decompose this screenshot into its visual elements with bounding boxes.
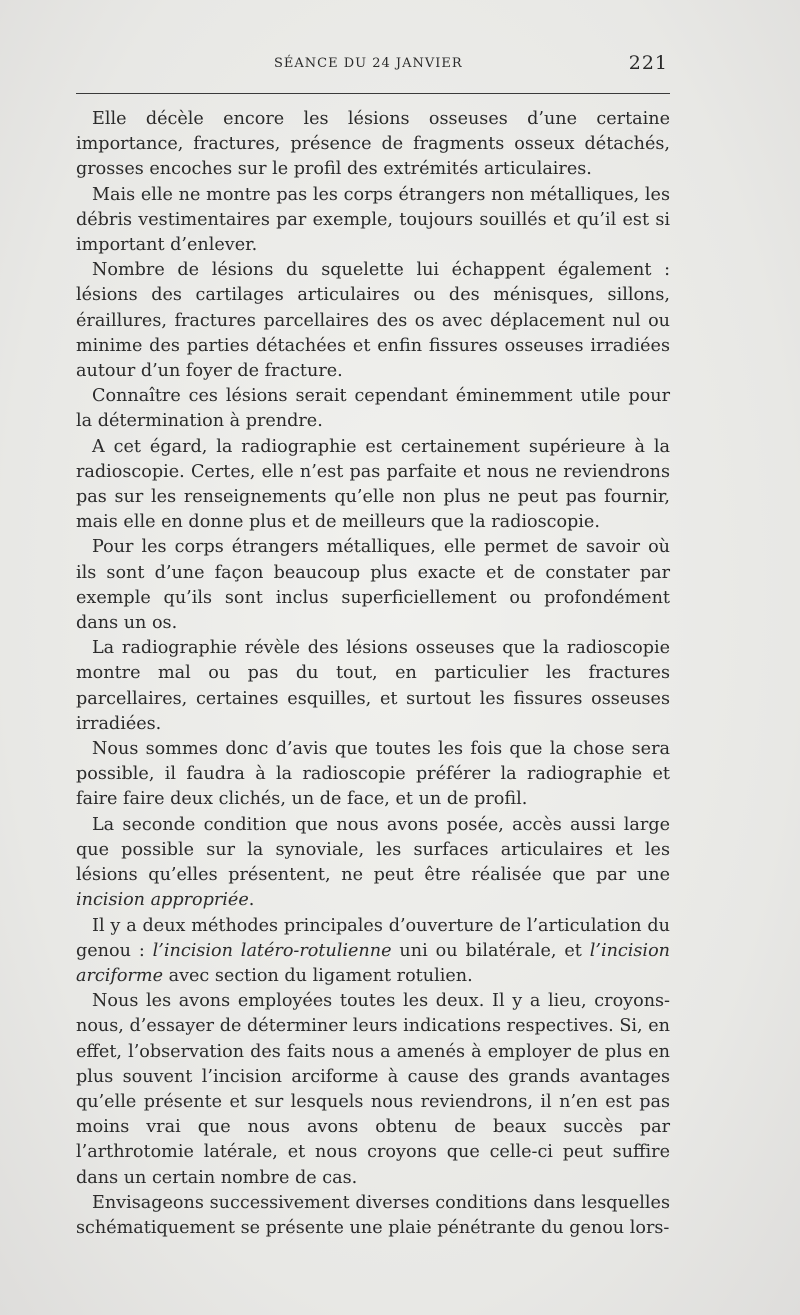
paragraph-text: Nous sommes donc d’avis que toutes les fois que la chose sera possible, il faudra à la radioscopie préférer la radiographie et faire faire deux clichés, un de face, et un de profil.	[76, 739, 670, 810]
paragraph-9	[76, 813, 670, 914]
paragraph-text: Envisageons successivement diverses conditions dans lesquelles schématiquement se présente une plaie pénétrante du genou lors-	[76, 1192, 670, 1238]
paragraph-12	[76, 1191, 670, 1241]
paragraph-text: Pour les corps étrangers métalliques, elle permet de savoir où ils sont d’une façon beaucoup plus exacte et de constater par exemple qu’ils sont inclus superficiellement ou profondément dans un os.	[76, 537, 670, 634]
paragraph-7	[76, 636, 670, 737]
paragraph-text: Nombre de lésions du squelette lui échappent également : lésions des cartilages articulaires ou des ménisques, sillons, éraillures, fractures parcellaires des os avec déplacement nul ou minime des parties détachées et enfin fissures osseuses irradiées autour d’un foyer de fracture.	[76, 260, 670, 382]
paragraph-text: La radiographie révèle des lésions osseuses que la radioscopie montre mal ou pas du tout, en particulier les fractures parcellaires, certaines esquilles, et surtout les fissures osseuses irradiées.	[76, 638, 670, 734]
italic-phrase: incision appropriée	[76, 890, 249, 911]
italic-phrase: l’incision arciforme	[76, 940, 670, 986]
paragraph-text: .	[248, 890, 255, 911]
paragraph-4	[76, 384, 670, 434]
paragraph-text: Nous les avons employées toutes les deux. Il y a lieu, croyons-nous, d’essayer de déterminer leurs indications respectives. Si, en effet, l’observation des faits nous a amenés à employer de plus en plus souvent l’incision arciforme à cause des grands avantages qu’elle présente et sur lesquels nous reviendrons, il n’en est pas moins vrai que nous avons obtenu de beaux succès par l’arthrotomie latérale, et nous croyons que celle-ci peut suffire dans un certain nombre de cas.	[76, 991, 670, 1188]
paragraph-2	[76, 183, 670, 259]
page-number: 221	[628, 52, 668, 74]
paragraph-10	[76, 914, 670, 990]
paragraph-1	[76, 107, 670, 183]
header-rule	[76, 93, 670, 94]
paragraph-text: Il y a deux méthodes principales d’ouverture de l’articulation du genou :	[76, 915, 670, 961]
paragraph-6	[76, 535, 670, 636]
paragraph-5	[76, 435, 670, 536]
italic-phrase: l’incision latéro-rotulienne	[152, 940, 392, 961]
paragraph-3	[76, 258, 670, 384]
running-title: SÉANCE DU 24 JANVIER	[274, 56, 463, 71]
paragraph-text: Elle décèle encore les lésions osseuses d’une certaine importance, fractures, présence de fragments osseux détachés, grosses encoches sur le profil des extrémités articulaires.	[76, 109, 670, 180]
paragraph-text: La seconde condition que nous avons posée, accès aussi large que possible sur la synoviale, les surfaces articulaires et les lésions qu’elles présentent, ne peut être réalisée que par une	[76, 814, 670, 886]
body-text	[76, 107, 670, 1241]
running-head	[76, 52, 670, 76]
paragraph-text: A cet égard, la radiographie est certainement supérieure à la radioscopie. Certes, elle n’est pas parfaite et nous ne reviendrons pas sur les renseignements qu’elle non plus ne peut pas fournir, mais elle en donne plus et de meilleurs que la radioscopie.	[76, 436, 670, 533]
paragraph-text: Mais elle ne montre pas les corps étrangers non métalliques, les débris vestimentaires par exemple, toujours souillés et qu’il est si important d’enlever.	[76, 184, 670, 256]
paragraph-text: Connaître ces lésions serait cependant éminemment utile pour la détermination à prendre.	[76, 386, 670, 432]
paragraph-8	[76, 737, 670, 813]
paragraph-text: avec section du ligament rotulien.	[163, 965, 473, 986]
paragraph-11	[76, 989, 670, 1191]
paragraph-text: uni ou bilatérale, et	[391, 940, 590, 961]
